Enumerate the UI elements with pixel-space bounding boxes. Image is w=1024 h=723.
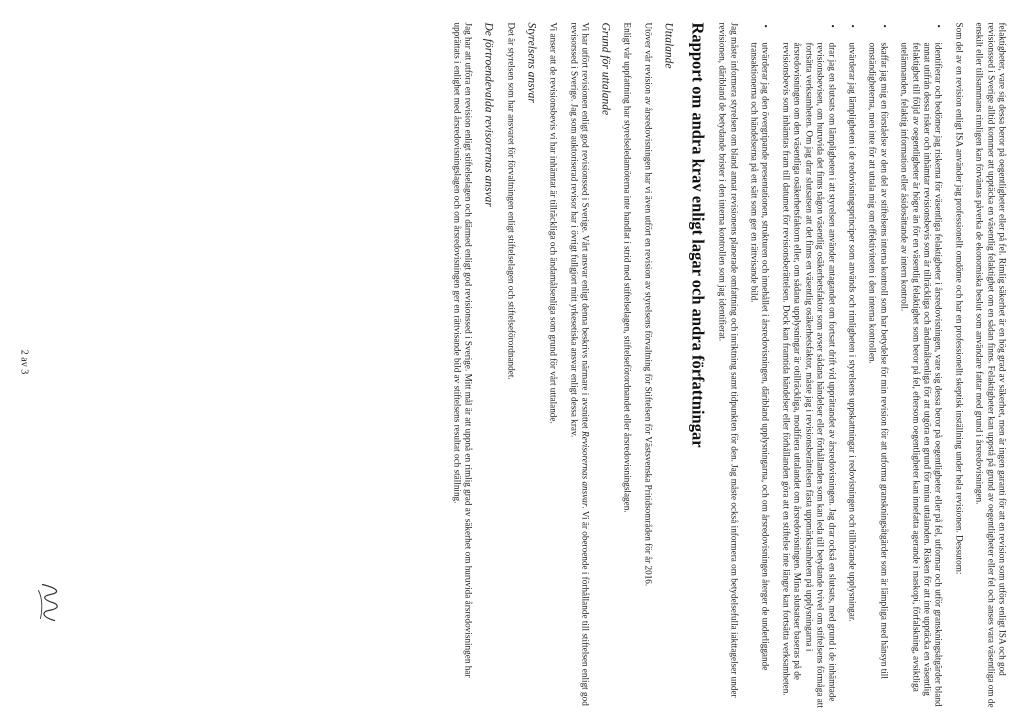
board-heading: Styrelsens ansvar <box>524 22 537 103</box>
opinion-text: Utöver vår revision av årsredovisningen har vi även utfört en revision av styrelsens förvaltning för Stiftelsen för Västsvenska Pritidsområden för år 2016. <box>642 22 653 586</box>
list-item-text: utvärderar jag den övergripande presentationen, strukturen och innehållet i årsredovisningen, däribland upplysningarna, och om årsredovisningen återger de underliggande transaktionerna och händelserna på ett sätt som ger en rättvisande bild. <box>749 42 771 670</box>
list-item <box>748 22 771 712</box>
basis-text <box>567 22 590 712</box>
list-item-text: drar jag en slutsats om lämpligheten i att styrelsen använder antagandet om fortsatt drift vid upprättandet av årsredovisningen. Jag drar också en slutsats, med grund i de inhämtade revisionsbevisen, om huruvida det finns någon väsentlig osäkerhetsfaktor som avser sådana händelser eller förhållanden som kan leda till betydande tvivel om stiftelsens förmåga att fortsätta verksamheten. Om jag drar slutsatsen att det finns en väsentlig osäkerhetsfaktor, måste jag i revisionsberättelsen fästa uppmärksamheten på upplysningarna i årsredovisningen om den väsentliga osäkerhetsfaktorn eller, om sådana upplysningar är otillräckliga, modifiera uttalandet om årsredovisningen. Mina slutsatser baseras på de revisionsbevis som inhämtas fram till datumet för revisionsberättelsen. Dock kan framtida händelser eller förhållanden göra att en stiftelse inte längre kan fortsätta verksamheten. <box>780 42 837 708</box>
auditor-text: Jag har att utföra en revision enligt stiftelselagen och därmed enligt god revisionssed i Sverige. Mitt mål är att uppnå en rimlig grad av säkerhet om huruvida årsredovisningen har upprättats i enlighet med årsredovisningslagen och om årsredovisningen ger en rättvisande bild av stiftelsens resultat och ställning. <box>452 22 474 677</box>
intro-paragraph: Som del av en revision enligt ISA använder jag professionellt omdöme och har en professionellt skeptisk inställning under hela revisionen. Dessutom: <box>953 22 964 574</box>
bullet-icon: • <box>846 24 857 28</box>
section-title: Rapport om andra krav enligt lagar och andra författningar <box>687 22 707 448</box>
responsibility-list <box>748 22 944 712</box>
list-item <box>866 22 889 712</box>
bullet-icon: • <box>826 24 837 28</box>
auditor-heading: De förtroendevalda revisorernas ansvar <box>482 22 495 207</box>
basis-conclusion: Vi anser att de revisionsbevis vi har inhämtat är tillräckliga och ändamålsenliga som grund för vårt uttalande. <box>548 22 559 424</box>
closing-paragraph: Jag måste informera styrelsen om bland annat revisionens planerade omfattning och inriktning samt tidpunkten för den. Jag måste också informera om betydelsefulla iakttagelser under revisionen, däribland de betydande brister i den interna kontrollen som jag identifierat. <box>717 22 739 698</box>
page-number: 2 av 3 <box>18 349 29 374</box>
bullet-icon: • <box>933 24 944 28</box>
document-body <box>442 22 1007 712</box>
list-item-text: skaffar jag mig en förståelse av den del av stiftelsens interna kontroll som har betydelse för min revision för att utforma granskningsåtgärder som är lämpliga med hänsyn till omständigheterna, men inte för att uttala mig om effektiviteten i den interna kontrollen. <box>867 42 889 679</box>
basis-text-reference: Revisorernas ansvar <box>580 430 591 506</box>
basis-text-part: . Vi är oberoende i förhållande till stiftelsen enligt god revisorssed i Sverige. Jag som auktoriserad revisor har i övrigt fullgjort mitt yrkesetiska ansvar enligt dessa krav. <box>568 22 591 706</box>
intro-paragraph: felaktigheter, vare sig dessa beror på oegentligheter eller på fel. Rimlig säkerhet är en hög grad av säkerhet, men är ingen garanti för att en revision som utförs enligt ISA och god revisionssed i Sverige alltid kommer att upptäcka en väsentlig felaktighet om en sådan finns. Felaktigheter kan uppstå på grund av oegentligheter eller fel och anses vara väsentliga om de enskilt eller tillsammans rimligen kan förväntas påverka de ekonomiska beslut som användare fattar med grund i årsredovisningen. <box>974 22 1007 708</box>
list-item <box>780 22 837 712</box>
basis-heading: Grund för uttalande <box>599 22 612 115</box>
bullet-icon: • <box>878 24 889 28</box>
opinion-heading: Uttalande <box>661 22 674 68</box>
board-text: Det är styrelsen som har ansvaret för förvaltningen enligt stiftelselagen och stiftelseförordnandet. <box>505 22 516 380</box>
list-item <box>898 22 944 712</box>
signature-initials-icon <box>34 580 64 624</box>
list-item-text: utvärderar jag lämpligheten i de redovisningsprinciper som används och rimligheten i styrelsens uppskattningar i redovisningen och tillhörande upplysningar. <box>846 42 857 622</box>
bullet-icon: • <box>760 24 771 28</box>
list-item-text: identifierar och bedömer jag riskerna för väsentliga felaktigheter i årsredovisningen, vare sig dessa beror på oegentligheter eller på fel, utformar och utför granskningsåtgärder bland annat utifrån dessa risker och inhämtar revisionsbevis som är tillräckliga och ändamålsenliga för att utgöra en grund för mina uttalanden. Risken för att inte upptäcka en väsentlig felaktighet till följd av oegentligheter är högre än för en väsentlig felaktighet som beror på fel, eftersom oegentligheter kan innefatta agerande i maskopi, förfalskning, avsiktliga utelämnanden, felaktig information eller åsidosättande av intern kontroll. <box>899 42 944 707</box>
list-item <box>846 22 857 712</box>
opinion-statement: Enligt vår uppfattning har styrelseledamöterna inte handlat i strid med stiftelselagen, stiftelseförordnandet eller årsredovisningslagen. <box>622 22 633 513</box>
basis-text-part: Vi har utfört revisionen enligt god revisionssed i Sverige. Vårt ansvar enligt denna beskrivs närmare i avsnittet <box>580 22 591 431</box>
